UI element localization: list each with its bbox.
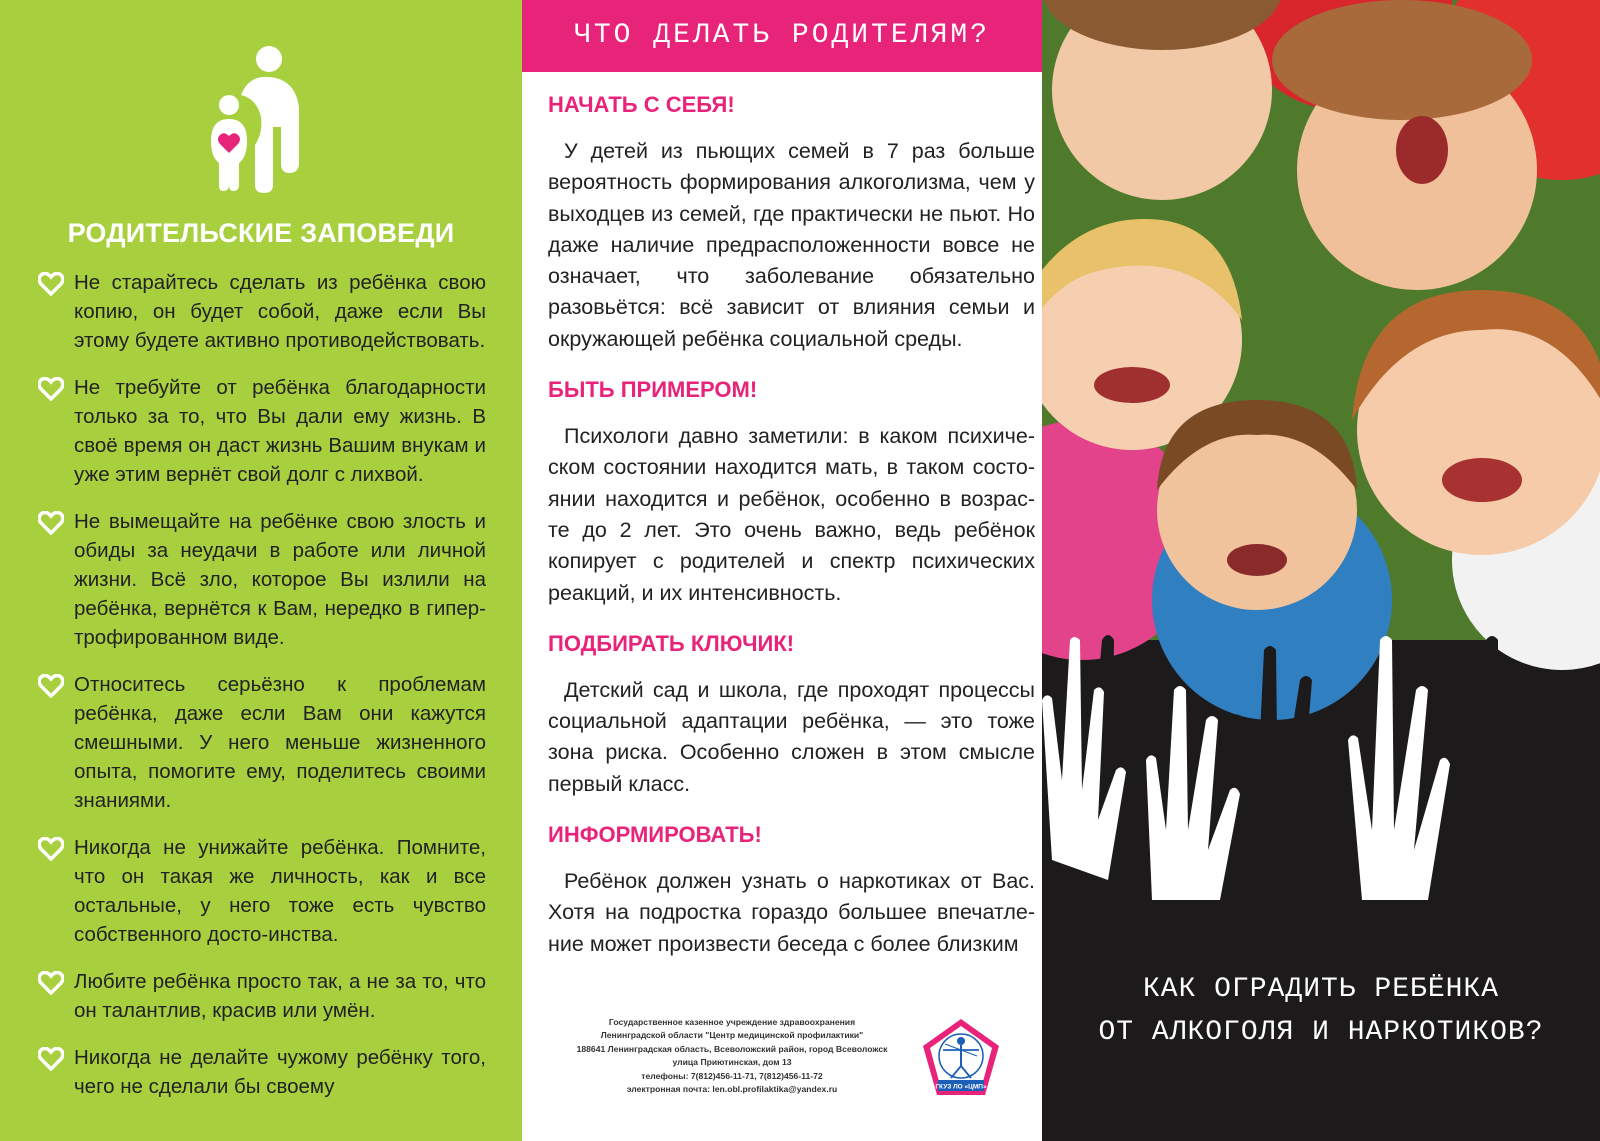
- heart-bullet-icon: [38, 971, 64, 995]
- organization-footer: [562, 1016, 1022, 1116]
- organization-badge-icon: [920, 1016, 1002, 1100]
- right-panel: [1042, 0, 1600, 1141]
- list-item: [36, 268, 486, 355]
- middle-panel: [522, 0, 1042, 1141]
- child-face: [1157, 400, 1357, 610]
- parent-child-logo-icon: [205, 45, 315, 195]
- heart-bullet-icon: [38, 272, 64, 296]
- section-text: У детей из пьющих семей в 7 раз больше вероятность формирования алкоголизма, чем у выходцев из семей, где практически не пьют. Но даже наличие предрасположенности вовсе не означает, что заболевание обязательно разовьётся: всё зависит от влияния семьи и окружающей ребёнка социальной среды.: [548, 139, 1035, 351]
- brochure-title-line: КАК ОГРАДИТЬ РЕБЁНКА: [1142, 974, 1500, 1005]
- section-title: БЫТЬ ПРИМЕРОМ!: [548, 377, 758, 403]
- section-title: ИНФОРМИРОВАТЬ!: [548, 822, 762, 848]
- list-item: [36, 967, 486, 1025]
- section-text: Детский сад и школа, где проходят процессы социальной адаптации ребёнка, — это тоже зона риска. Особенно сложен в этом смысле первый класс.: [548, 677, 1035, 796]
- footer-line: электронная почта: len.obl.profilaktika@yandex.ru: [626, 1084, 838, 1095]
- rule-text: Не требуйте от ребёнка благодарности только за то, что Вы дали ему жизнь. В своё время он даст жизнь Вашим внукам и уже этим вернёт свой долг с лихвой.: [74, 376, 486, 486]
- footer-line: Государственное казенное учреждение здравоохранения: [608, 1017, 856, 1027]
- heart-bullet-icon: [38, 837, 64, 861]
- rule-text: Никогда не унижайте ребёнка. Помните, что он такая же личность, как и все остальные, у него тоже есть чувство собственного досто-инства.: [74, 836, 486, 946]
- brochure-title: [1042, 968, 1600, 1054]
- rule-text: Никогда не делайте чужому ребёнку того, чего не сделали бы своему: [74, 1046, 486, 1098]
- section-text: Психологи давно заметили: в каком психиче-ском состоянии находится мать, в таком состо-янии находится и ребёнок, особенно в возрас-те до 2 лет. Это очень важно, ведь ребёнок копирует с родителей и спектр психических реакций, и их интенсивность.: [548, 424, 1035, 605]
- section-title: НАЧАТЬ С СЕБЯ!: [548, 92, 735, 117]
- footer-line: телефоны: 7(812)456-11-71, 7(812)456-11-72: [641, 1070, 823, 1081]
- list-item: [36, 373, 486, 489]
- heart-bullet-icon: [38, 511, 64, 535]
- footer-line: 188641 Ленинградская область, Всеволожский район, город Всеволожск: [576, 1043, 888, 1054]
- heart-bullet-icon: [38, 377, 64, 401]
- advice-sections: [548, 92, 1035, 982]
- footer-line: Ленинградской области "Центр медицинской профилактики": [600, 1030, 864, 1041]
- badge-label: ГКУЗ ЛО «ЦМП»: [935, 1083, 987, 1091]
- rule-text: Не вымещайте на ребёнке свою злость и обиды за неудачи в работе или личной жизни. Всё зло, которое Вы излили на ребёнка, вернётся к Вам, нередко в гипер-трофированном виде.: [74, 510, 486, 649]
- brochure-title-line: ОТ АЛКОГОЛЯ И НАРКОТИКОВ?: [1098, 1017, 1544, 1048]
- list-item: [36, 507, 486, 652]
- rule-text: Любите ребёнка просто так, а не за то, что он талантлив, красив или умён.: [74, 970, 486, 1022]
- section-title: ПОДБИРАТЬ КЛЮЧИК!: [548, 630, 795, 656]
- footer-line: улица Приютинская, дом 13: [672, 1057, 792, 1068]
- list-item: [36, 1043, 486, 1101]
- middle-panel-header: ЧТО ДЕЛАТЬ РОДИТЕЛЯМ?: [522, 0, 1042, 72]
- list-item: [36, 833, 486, 949]
- rules-list: [36, 268, 486, 1119]
- heart-bullet-icon: [38, 1047, 64, 1071]
- list-item: [36, 670, 486, 815]
- left-panel: [0, 0, 522, 1141]
- rule-text: Не старайтесь сделать из ребёнка свою копию, он будет собой, даже если Вы этому будете активно противодействовать.: [74, 271, 486, 352]
- rule-text: Относитесь серьёзно к проблемам ребёнка, даже если Вам они кажутся смешными. У него меньше жизненного опыта, помогите ему, поделитесь своими знаниями.: [74, 673, 486, 812]
- heart-bullet-icon: [38, 674, 64, 698]
- section-text: Ребёнок должен узнать о наркотиках от Вас. Хотя на подростка гораздо большее впечатле-ние может произвести беседа с более близким: [548, 869, 1035, 956]
- left-panel-title: РОДИТЕЛЬСКИЕ ЗАПОВЕДИ: [67, 218, 455, 248]
- organization-contacts: [562, 1016, 902, 1096]
